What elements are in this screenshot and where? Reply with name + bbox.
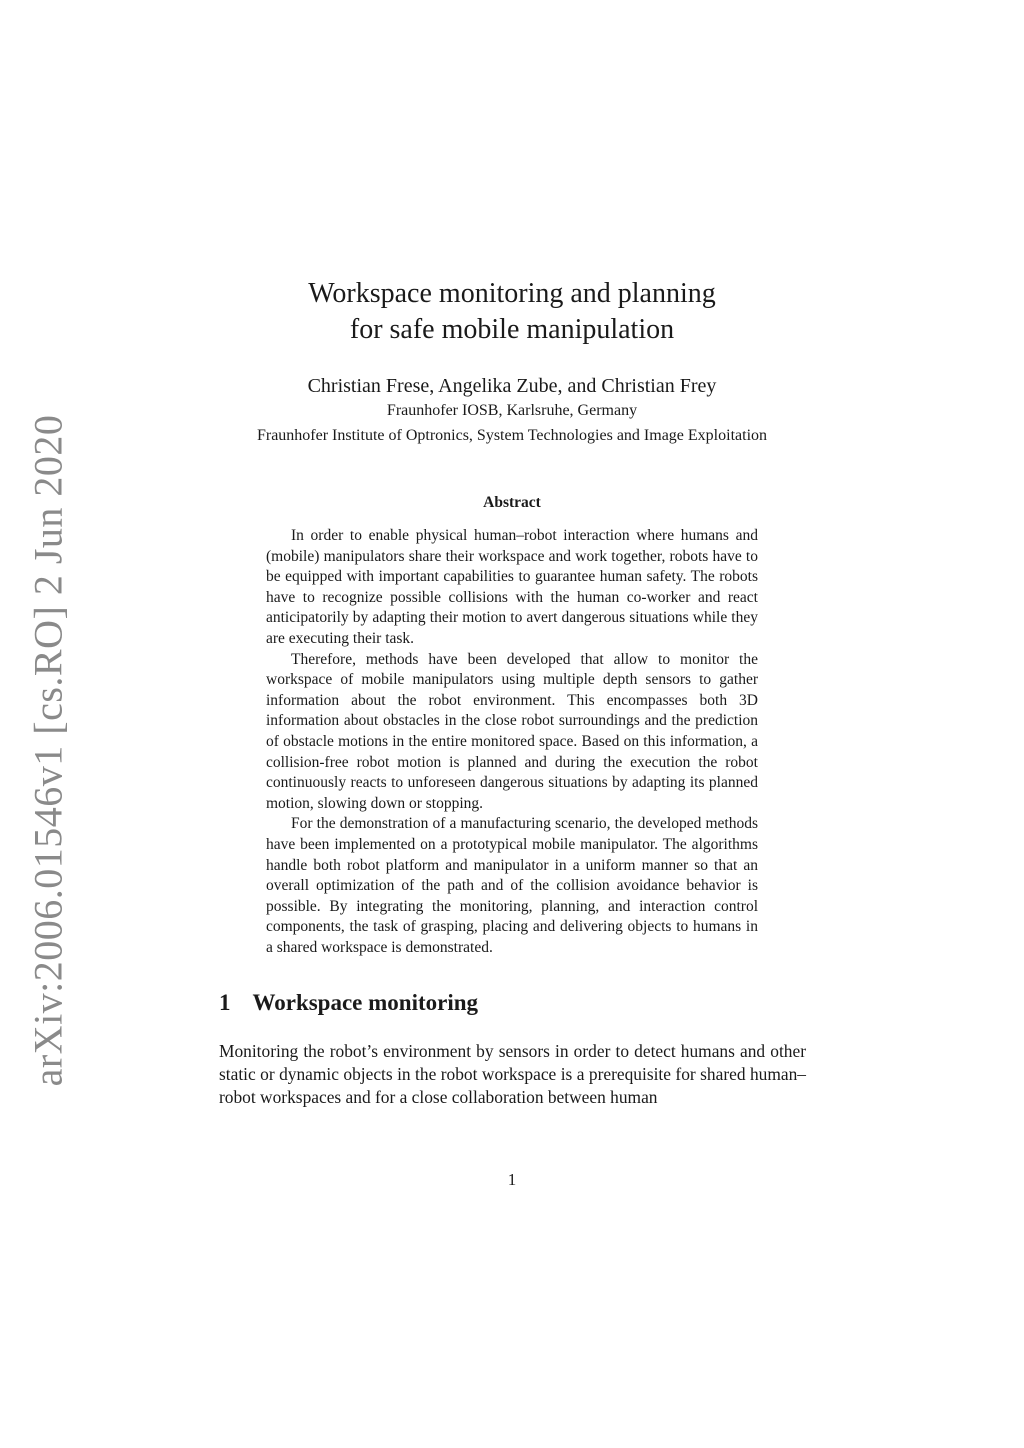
abstract-paragraph-2: Therefore, methods have been developed that allow to monitor the workspace of mobile manipulators using multiple depth sensors to gather information about the robot environment. This encompasses both 3D information about obstacles in the close robot surroundings and the prediction of obstacle motions in the entire monitored space. Based on this information, a collision-free robot motion is planned and during the execution the robot continuously reacts to unforeseen dangerous situations by adapting its planned motion, slowing down or stopping. [266,650,758,812]
abstract-paragraph-3: For the demonstration of a manufacturing scenario, the developed methods have been implemented on a prototypical mobile manipulator. The algorithms handle both robot platform and manipulator in a uniform manner so that an overall optimization of the path and of the collision avoidance behavior is possible. By integrating the monitoring, planning, and interaction control components, the task of grasping, placing and delivering objects to humans in a shared workspace is demonstrated. [266,815,758,956]
section-body [219,1040,806,1109]
section-heading [219,990,478,1016]
abstract-paragraph-1: In order to enable physical human–robot interaction where humans and (mobile) manipulators share their workspace and work together, robots have to be equipped with important capabilities to guarantee human safety. The robots have to recognize possible collisions with the human co-worker and react anticipatorily by adapting their motion to avert dangerous situations while they are executing their task. [266,527,758,647]
title-line-1: Workspace monitoring and planning [308,278,716,309]
page-number: 1 [507,1170,517,1189]
title-line-2: for safe mobile manipulation [349,314,675,345]
abstract-heading: Abstract [483,494,541,511]
paper-title [0,276,1024,348]
section-number: 1 [219,990,231,1015]
author-list: Christian Frese, Angelika Zube, and Christian Frey [307,375,717,397]
section-title: Workspace monitoring [252,990,479,1015]
affiliation-2: Fraunhofer Institute of Optronics, System Technologies and Image Exploitation [256,427,768,444]
abstract-body [266,526,758,958]
affiliation-1: Fraunhofer IOSB, Karlsruhe, Germany [386,402,638,419]
arxiv-sidebar-stamp [18,414,78,1086]
section-paragraph: Monitoring the robot’s environment by sensors in order to detect humans and other static or dynamic objects in the robot workspace is a prerequisite for shared human–robot workspaces and for a close collaboration between human [219,1041,806,1107]
arxiv-identifier: arXiv:2006.01546v1 [cs.RO] 2 Jun 2020 [25,414,71,1086]
